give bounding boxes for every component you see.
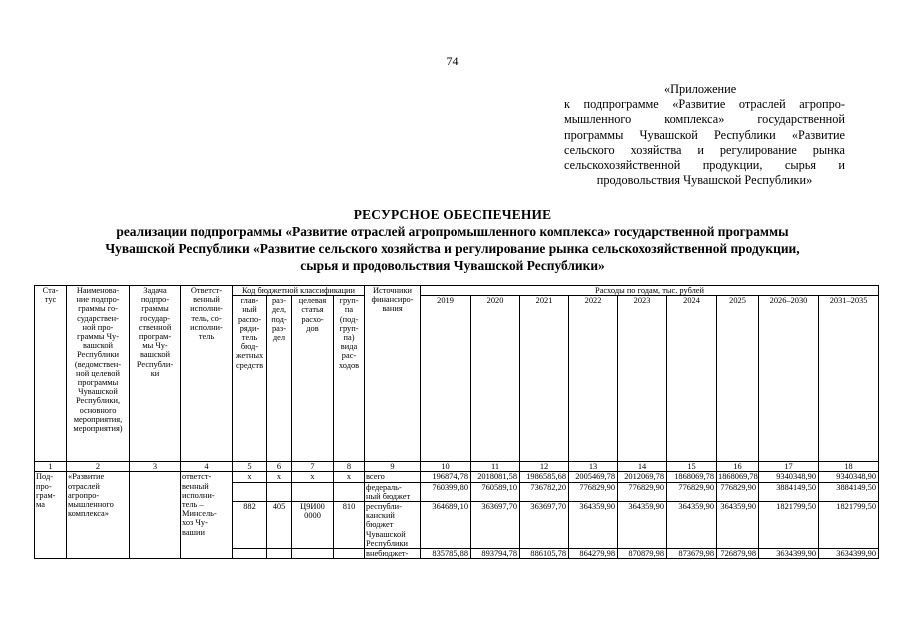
- cell-value: 873679,98: [667, 549, 717, 559]
- cell-code: x: [267, 472, 292, 482]
- appendix-line: к подпрограмме «Развитие отраслей агропро-: [564, 97, 845, 112]
- column-number: 15: [667, 462, 717, 472]
- header-sources: Источники финансиро- вания: [365, 286, 421, 462]
- cell-value: 776829,90: [717, 482, 759, 501]
- header-budget-code: Код бюджетной классификации: [233, 286, 365, 296]
- cell-value: 776829,90: [618, 482, 667, 501]
- appendix-line: программы Чувашской Республики «Развитие: [564, 127, 845, 142]
- cell-value: 364359,90: [569, 502, 618, 549]
- appendix-line: сельского хозяйства и регулирование рынка: [564, 142, 845, 157]
- header-responsible: Ответст- венный исполни- тель, со- исполни- тель: [181, 286, 233, 462]
- header-year: 2031–2035: [819, 296, 879, 462]
- appendix-line: мышленного комплекса» государственной: [564, 112, 845, 127]
- page-number: 74: [446, 54, 459, 68]
- column-number: 13: [569, 462, 618, 472]
- column-number: 17: [759, 462, 819, 472]
- cell-code: [267, 482, 292, 501]
- cell-value: 3634399,90: [759, 549, 819, 559]
- column-number: 16: [717, 462, 759, 472]
- cell-value: 1821799,50: [759, 502, 819, 549]
- title-line: реализации подпрограммы «Развитие отраслей агропромышленного комплекса» государственной программы: [116, 224, 789, 239]
- cell-value: 3634399,90: [819, 549, 879, 559]
- table-row: [35, 472, 879, 482]
- appendix-line: сельскохозяйственной продукции, сырья и: [564, 158, 845, 173]
- header-year: 2020: [471, 296, 520, 462]
- cell-code: [233, 482, 267, 501]
- column-number: 12: [520, 462, 569, 472]
- cell-value: 3884149,50: [819, 482, 879, 501]
- header-year: 2021: [520, 296, 569, 462]
- cell-code: [233, 549, 267, 559]
- cell-value: 2012069,78: [618, 472, 667, 482]
- cell-value: 3884149,50: [759, 482, 819, 501]
- cell-code: 405: [267, 502, 292, 549]
- cell-value: 363697,70: [471, 502, 520, 549]
- title-line: сырья и продовольствия Чувашской Республики»: [300, 258, 605, 273]
- appendix-line: продовольствия Чувашской Республики»: [596, 173, 813, 188]
- header-status: Ста- тус: [35, 286, 67, 462]
- cell-value: 870879,98: [618, 549, 667, 559]
- cell-code: [292, 482, 334, 501]
- column-number: 10: [421, 462, 471, 472]
- cell-value: 9340348,90: [759, 472, 819, 482]
- appendix-line: «Приложение: [664, 82, 737, 96]
- cell-value: 776829,90: [667, 482, 717, 501]
- column-number: 6: [267, 462, 292, 472]
- cell-code: [292, 549, 334, 559]
- cell-responsible: ответст- венный исполни- тель – Минсель- хоз Чу- вашии: [181, 472, 233, 559]
- column-number: 18: [819, 462, 879, 472]
- cell-value: 364359,90: [717, 502, 759, 549]
- cell-value: 364359,90: [667, 502, 717, 549]
- cell-value: 1821799,50: [819, 502, 879, 549]
- cell-task: [130, 472, 181, 559]
- cell-value: 364359,90: [618, 502, 667, 549]
- title-heading: РЕСУРСНОЕ ОБЕСПЕЧЕНИЕ: [353, 207, 552, 222]
- cell-code: [334, 482, 365, 501]
- cell-code: 882: [233, 502, 267, 549]
- resource-table: [34, 285, 879, 559]
- cell-value: 1868069,78: [718, 472, 758, 482]
- cell-value: 893794,78: [471, 549, 520, 559]
- cell-source: внебюджет-: [365, 549, 421, 559]
- header-main-manager: глав- ный распо- ряди- тель бюд- жетных средств: [233, 296, 267, 462]
- cell-value: 363697,70: [520, 502, 569, 549]
- cell-source: федераль- ный бюджет: [365, 482, 421, 501]
- cell-source: всего: [365, 472, 421, 482]
- cell-value: 736782,20: [520, 482, 569, 501]
- cell-value: 760399,80: [421, 482, 471, 501]
- header-year: 2025: [717, 296, 759, 462]
- header-target-item: целевая статья расхо- дов: [292, 296, 334, 462]
- column-number: 9: [365, 462, 421, 472]
- header-section: раз- дел, под- раз- дел: [267, 296, 292, 462]
- cell-value: 196874,78: [421, 472, 471, 482]
- cell-value: 1986585,68: [520, 472, 569, 482]
- cell-value: 760589,10: [471, 482, 520, 501]
- column-number: 4: [181, 462, 233, 472]
- header-name: Наименова- ние подпро- граммы го- сударствен- ной про- граммы Чу- вашской Республики (ведомствен- ной целевой программы Чувашской Республики, основного мероприятия, мероприятия): [67, 286, 130, 462]
- cell-code: x: [334, 472, 365, 482]
- column-number: 1: [35, 462, 67, 472]
- cell-status: Под- про- грам- ма: [35, 472, 67, 559]
- column-number: 2: [67, 462, 130, 472]
- cell-code: [267, 549, 292, 559]
- column-number: 3: [130, 462, 181, 472]
- cell-value: 835785,88: [421, 549, 471, 559]
- column-number-row: [35, 462, 879, 472]
- header-year: 2026–2030: [759, 296, 819, 462]
- cell-value: 886105,78: [520, 549, 569, 559]
- cell-code: 810: [334, 502, 365, 549]
- cell-value: 726879,98: [717, 549, 759, 559]
- cell-code: [334, 549, 365, 559]
- header-year: 2022: [569, 296, 618, 462]
- cell-value: 776829,90: [569, 482, 618, 501]
- cell-value: 9340348,90: [819, 472, 879, 482]
- cell-code: x: [233, 472, 267, 482]
- cell-value: 1868069,78: [667, 472, 717, 482]
- header-row: [35, 286, 879, 296]
- header-year: 2023: [618, 296, 667, 462]
- header-expense-group: груп- па (под- груп- па) вида рас- ходов: [334, 296, 365, 462]
- cell-value: 364689,10: [421, 502, 471, 549]
- column-number: 14: [618, 462, 667, 472]
- column-number: 8: [334, 462, 365, 472]
- header-task: Задача подпро- граммы государ- ственной програм- мы Чу- вашской Республи- ки: [130, 286, 181, 462]
- header-expenses: Расходы по годам, тыс. рублей: [421, 286, 879, 296]
- column-number: 5: [233, 462, 267, 472]
- header-year: 2019: [421, 296, 471, 462]
- cell-value: 2005469,78: [569, 472, 618, 482]
- column-number: 11: [471, 462, 520, 472]
- header-year: 2024: [667, 296, 717, 462]
- cell-value: 864279,98: [569, 549, 618, 559]
- cell-source: республи- канский бюджет Чувашской Республики: [365, 502, 421, 549]
- document-title: [40, 206, 865, 274]
- cell-program-name: «Развитие отраслей агропро- мышленного комплекса»: [67, 472, 130, 559]
- title-line: Чувашской Республики «Развитие сельского хозяйства и регулирование рынка сельскохозяйственной продукции,: [105, 241, 800, 256]
- cell-code: x: [292, 472, 334, 482]
- column-number: 7: [292, 462, 334, 472]
- appendix-note: [564, 82, 845, 188]
- cell-code: Ц9И00 0000: [292, 502, 334, 549]
- cell-value: 2018081,58: [471, 472, 520, 482]
